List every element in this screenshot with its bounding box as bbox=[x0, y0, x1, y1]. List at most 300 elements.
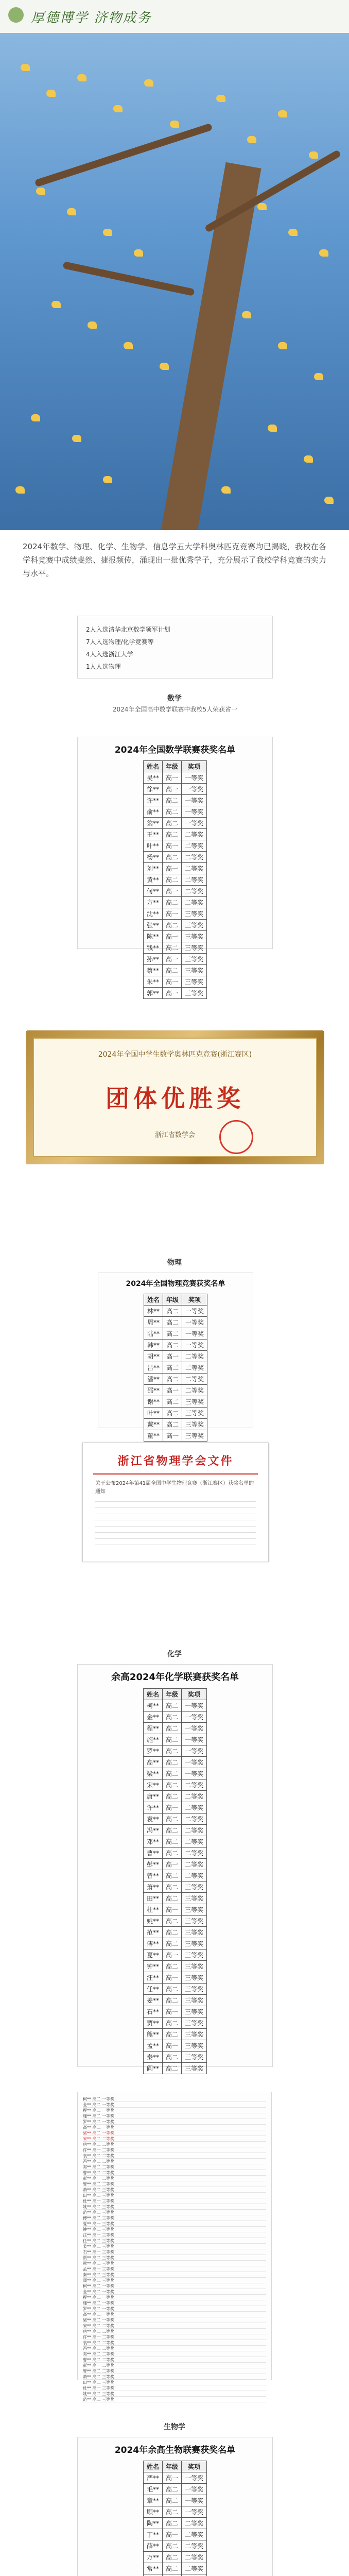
table-cell: 三等奖 bbox=[182, 1396, 207, 1408]
list-item: 曹** 高二 二等奖 bbox=[83, 2357, 266, 2363]
table-cell: 胡** bbox=[144, 1351, 163, 1362]
table-cell: 高二 bbox=[162, 2063, 181, 2074]
table-cell: 高一 bbox=[162, 931, 181, 942]
ginkgo-leaf-icon bbox=[72, 435, 81, 442]
table-cell: 二等奖 bbox=[182, 1859, 207, 1870]
table-cell: 姜** bbox=[143, 1995, 162, 2006]
ginkgo-leaf-icon bbox=[144, 79, 153, 87]
table-cell: 俞** bbox=[143, 806, 162, 818]
table-row bbox=[143, 2529, 206, 2540]
table-cell: 高二 bbox=[162, 1768, 181, 1780]
table-cell bbox=[162, 2574, 181, 2576]
table-cell: 三等奖 bbox=[182, 1938, 207, 1950]
table-cell: 三等奖 bbox=[182, 976, 207, 988]
table-cell: 三等奖 bbox=[182, 931, 207, 942]
table-cell: 高二 bbox=[162, 1916, 181, 1927]
table-cell: 孙** bbox=[143, 954, 162, 965]
table-cell: 一等奖 bbox=[182, 1317, 207, 1328]
table-row bbox=[143, 840, 206, 852]
table-cell: 二等奖 bbox=[182, 2540, 207, 2552]
table-cell: 吴** bbox=[143, 772, 162, 784]
list-item: 曾** 高二 二等奖 bbox=[83, 2368, 266, 2374]
table-cell: 高二 bbox=[163, 1362, 182, 1374]
table-row bbox=[144, 1351, 207, 1362]
table-cell: 徐** bbox=[143, 784, 162, 795]
table-cell: 高二 bbox=[162, 1791, 181, 1802]
table-cell: 二等奖 bbox=[182, 829, 207, 840]
column-header: 年级 bbox=[162, 1689, 181, 1700]
table-cell: 高二 bbox=[162, 1814, 181, 1825]
table-cell: 三等奖 bbox=[182, 1984, 207, 1995]
table-cell: 贾** bbox=[143, 2018, 162, 2029]
table-cell: 章** bbox=[143, 2495, 162, 2506]
table-cell: 高二 bbox=[162, 2506, 181, 2518]
table-cell: 高二 bbox=[162, 874, 181, 886]
table-cell: 高一 bbox=[162, 772, 181, 784]
table-cell: 高一 bbox=[162, 2529, 181, 2540]
table-cell: 高一 bbox=[162, 954, 181, 965]
table-row bbox=[144, 1328, 207, 1340]
table-cell: 二等奖 bbox=[182, 863, 207, 874]
table-cell: 三等奖 bbox=[182, 1972, 207, 1984]
table-cell: 高二 bbox=[162, 1723, 181, 1734]
table-row bbox=[143, 1927, 206, 1938]
column-header: 奖项 bbox=[182, 1689, 207, 1700]
table-cell: 高一 bbox=[162, 840, 181, 852]
list-item: 施** 高二 一等奖 bbox=[83, 2300, 266, 2306]
table-cell: 宋** bbox=[143, 1780, 162, 1791]
table-row bbox=[143, 1768, 206, 1780]
list-item: 田** 高二 三等奖 bbox=[83, 2380, 266, 2385]
column-header: 年级 bbox=[162, 761, 181, 772]
table-cell: 三等奖 bbox=[182, 954, 207, 965]
table-cell: 二等奖 bbox=[182, 1385, 207, 1396]
list-item: 梁** 高二 一等奖 bbox=[83, 2317, 266, 2323]
table-cell: 许** bbox=[143, 795, 162, 806]
table-cell: 高二 bbox=[162, 852, 181, 863]
list-item: 程** 高二 一等奖 bbox=[83, 2108, 266, 2113]
chemistry-table-body bbox=[143, 1700, 206, 2074]
table-cell: 何** bbox=[143, 886, 162, 897]
column-header: 姓名 bbox=[143, 1689, 162, 1700]
table-cell: 三等奖 bbox=[182, 1904, 207, 1916]
table-cell: 石** bbox=[143, 2006, 162, 2018]
table-cell: 高二 bbox=[162, 1938, 181, 1950]
list-item: 姚** 高二 三等奖 bbox=[83, 2391, 266, 2397]
table-row bbox=[143, 1757, 206, 1768]
ginkgo-leaf-icon bbox=[314, 373, 323, 380]
ginkgo-leaf-icon bbox=[46, 90, 56, 97]
table-cell: 二等奖 bbox=[182, 852, 207, 863]
certificate-issuer: 浙江省数学会 bbox=[154, 1131, 195, 1139]
chemistry-section-label: 化学 bbox=[167, 1650, 182, 1658]
table-cell: 二等奖 bbox=[182, 1362, 207, 1374]
table-row bbox=[144, 1430, 207, 1442]
table-cell: 三等奖 bbox=[182, 2040, 207, 2052]
ginkgo-leaf-icon bbox=[309, 151, 318, 159]
table-cell: 高一 bbox=[162, 1904, 181, 1916]
table-cell: 秦** bbox=[143, 2052, 162, 2063]
ginkgo-leaf-icon bbox=[77, 74, 86, 81]
list-item: 罗** 高二 一等奖 bbox=[83, 2306, 266, 2312]
table-cell: 二等奖 bbox=[182, 1836, 207, 1848]
table-row bbox=[143, 2006, 206, 2018]
table-row bbox=[143, 795, 206, 806]
table-cell: 一等奖 bbox=[182, 2506, 207, 2518]
table-cell: 三等奖 bbox=[182, 2006, 207, 2018]
table-cell: 高二 bbox=[162, 897, 181, 908]
list-item: 唐** 高二 二等奖 bbox=[83, 2142, 266, 2147]
table-cell: 高二 bbox=[162, 2495, 181, 2506]
table-cell: 二等奖 bbox=[182, 886, 207, 897]
ginkgo-leaf-icon bbox=[134, 249, 143, 257]
table-cell: 高二 bbox=[162, 818, 181, 829]
physics-award-table bbox=[144, 1294, 207, 1442]
chemistry-table-title: 余高2024年化学联赛获奖名单 bbox=[111, 1672, 239, 1683]
list-item: 施** 高二 一等奖 bbox=[83, 2113, 266, 2119]
table-row bbox=[143, 1711, 206, 1723]
table-row bbox=[143, 1802, 206, 1814]
table-cell: 高二 bbox=[163, 1419, 182, 1430]
table-row bbox=[143, 772, 206, 784]
table-cell: 二等奖 bbox=[182, 2529, 207, 2540]
column-header: 年级 bbox=[162, 2461, 181, 2472]
list-item: 任** 高二 三等奖 bbox=[83, 2238, 266, 2244]
table-cell: 王** bbox=[143, 829, 162, 840]
table-cell: 高二 bbox=[162, 2540, 181, 2552]
table-cell: 高二 bbox=[162, 920, 181, 931]
table-row bbox=[143, 2518, 206, 2529]
table-cell: 二等奖 bbox=[182, 1780, 207, 1791]
ginkgo-leaf-icon bbox=[103, 476, 112, 483]
header-banner bbox=[0, 0, 349, 35]
table-cell: 蔡** bbox=[143, 965, 162, 976]
column-header: 姓名 bbox=[143, 2461, 162, 2472]
table-row bbox=[144, 1385, 207, 1396]
table-cell: 薛** bbox=[143, 2540, 162, 2552]
table-row bbox=[143, 874, 206, 886]
table-cell: 二等奖 bbox=[182, 1802, 207, 1814]
ginkgo-leaf-icon bbox=[268, 425, 277, 432]
header-title: 厚德博学 济物成务 bbox=[31, 10, 152, 26]
table-row bbox=[143, 1984, 206, 1995]
table-cell: 高二 bbox=[163, 1374, 182, 1385]
table-cell: 金** bbox=[143, 1711, 162, 1723]
math-summary-line: 4人入选浙江大学 bbox=[86, 651, 133, 658]
table-row bbox=[144, 1374, 207, 1385]
table-cell: 姚** bbox=[143, 1916, 162, 1927]
table-cell: 三等奖 bbox=[182, 920, 207, 931]
table-row bbox=[143, 1745, 206, 1757]
list-item: 袁** 高二 二等奖 bbox=[83, 2340, 266, 2346]
table-cell: 高二 bbox=[162, 1825, 181, 1836]
ginkgo-leaf-icon bbox=[103, 229, 112, 236]
table-cell: 高一 bbox=[162, 1802, 181, 1814]
table-row bbox=[143, 1814, 206, 1825]
table-cell: 方** bbox=[143, 897, 162, 908]
table-cell: 二等奖 bbox=[182, 1814, 207, 1825]
table-cell: 一等奖 bbox=[182, 1700, 207, 1711]
table-cell: 高一 bbox=[162, 1972, 181, 1984]
table-row bbox=[143, 942, 206, 954]
notice-body-lines bbox=[95, 1501, 256, 1548]
list-item: 范** 高二 三等奖 bbox=[83, 2397, 266, 2402]
table-row bbox=[143, 852, 206, 863]
table-row bbox=[143, 931, 206, 942]
table-cell: 高一 bbox=[162, 976, 181, 988]
ginkgo-leaf-icon bbox=[36, 188, 45, 195]
table-cell: 二等奖 bbox=[182, 1870, 207, 1882]
list-item: 柯** 高二 一等奖 bbox=[83, 2096, 266, 2102]
table-cell: 曹** bbox=[143, 1848, 162, 1859]
ginkgo-leaf-icon bbox=[124, 342, 133, 349]
list-item: 傅** 高二 三等奖 bbox=[83, 2215, 266, 2221]
table-cell: 二等奖 bbox=[182, 1351, 207, 1362]
list-item: 许** 高一 二等奖 bbox=[83, 2334, 266, 2340]
list-item: 杜** 高一 三等奖 bbox=[83, 2198, 266, 2204]
table-cell bbox=[143, 2574, 162, 2576]
table-cell: 彭** bbox=[143, 1859, 162, 1870]
math-summary-line: 2人入选清华北京数学领军计划 bbox=[86, 626, 170, 633]
table-cell: 高一 bbox=[162, 863, 181, 874]
table-cell: 戴** bbox=[144, 1419, 163, 1430]
table-cell: 高二 bbox=[162, 1745, 181, 1757]
table-cell: 沈** bbox=[143, 908, 162, 920]
table-cell: 高一 bbox=[162, 886, 181, 897]
table-row bbox=[143, 2063, 206, 2074]
table-cell: 三等奖 bbox=[182, 1893, 207, 1904]
table-cell: 高二 bbox=[162, 1927, 181, 1938]
certificate-heading: 2024年全国中学生数学奥林匹克竞赛(浙江赛区) bbox=[98, 1050, 252, 1059]
table-cell: 陈** bbox=[143, 931, 162, 942]
list-item: 金** 高二 一等奖 bbox=[83, 2102, 266, 2108]
table-row bbox=[143, 2052, 206, 2063]
hero-photo bbox=[0, 33, 349, 530]
list-item: 宋** 高二 二等奖 bbox=[83, 2136, 266, 2142]
table-row bbox=[144, 1306, 207, 1317]
ginkgo-leaf-icon bbox=[15, 486, 25, 494]
notice-text: 关于公布2024年第41届全国中学生物理竞赛（浙江赛区）获奖名单的通知 bbox=[95, 1481, 254, 1495]
list-item: 曾** 高二 二等奖 bbox=[83, 2181, 266, 2187]
table-cell: 高一 bbox=[162, 988, 181, 999]
table-cell: 高二 bbox=[163, 1340, 182, 1351]
table-cell: 潘** bbox=[144, 1374, 163, 1385]
table-cell: 常** bbox=[143, 2563, 162, 2574]
table-cell: 邓** bbox=[143, 1836, 162, 1848]
table-cell: 高二 bbox=[162, 2563, 181, 2574]
ginkgo-leaf-icon bbox=[31, 414, 40, 421]
table-cell: 高二 bbox=[162, 1836, 181, 1848]
math-section-label: 数学 bbox=[167, 694, 182, 703]
table-row bbox=[143, 1723, 206, 1734]
table-cell: 郭** bbox=[143, 988, 162, 999]
column-header: 奖项 bbox=[182, 1294, 207, 1306]
table-row bbox=[143, 2506, 206, 2518]
list-item: 萧** 高二 三等奖 bbox=[83, 2374, 266, 2380]
physics-table-body bbox=[144, 1306, 207, 1442]
table-cell: 三等奖 bbox=[182, 2063, 207, 2074]
table-cell: 严** bbox=[143, 2472, 162, 2484]
table-row bbox=[143, 1825, 206, 1836]
table-cell: 夏** bbox=[143, 1950, 162, 1961]
list-item: 田** 高二 三等奖 bbox=[83, 2193, 266, 2198]
table-cell: 孟** bbox=[143, 2040, 162, 2052]
table-row bbox=[143, 2484, 206, 2495]
ginkgo-leaf-icon bbox=[304, 455, 313, 463]
table-cell: 高二 bbox=[162, 1984, 181, 1995]
physics-table-title: 2024年全国物理竞赛获奖名单 bbox=[126, 1280, 225, 1288]
table-row bbox=[143, 2018, 206, 2029]
table-cell: 三等奖 bbox=[182, 988, 207, 999]
table-cell: 高二 bbox=[162, 1893, 181, 1904]
list-item: 夏** 高一 三等奖 bbox=[83, 2221, 266, 2227]
table-cell: 高一 bbox=[163, 1351, 182, 1362]
table-cell: 三等奖 bbox=[182, 1961, 207, 1972]
table-row bbox=[144, 1362, 207, 1374]
table-row bbox=[143, 2495, 206, 2506]
ginkgo-leaf-icon bbox=[160, 363, 169, 370]
table-cell: 一等奖 bbox=[182, 2484, 207, 2495]
ginkgo-leaf-icon bbox=[88, 321, 97, 329]
table-cell: 许** bbox=[143, 1802, 162, 1814]
physics-notice-document bbox=[82, 1443, 269, 1562]
table-cell: 三等奖 bbox=[182, 1408, 207, 1419]
dense-list bbox=[83, 2096, 266, 2402]
table-cell: 一等奖 bbox=[182, 1757, 207, 1768]
list-item: 袁** 高二 二等奖 bbox=[83, 2153, 266, 2159]
chemistry-award-table bbox=[143, 1688, 207, 2074]
table-row bbox=[143, 954, 206, 965]
red-seal-icon bbox=[219, 1120, 253, 1154]
table-cell: 三等奖 bbox=[182, 1916, 207, 1927]
table-cell: 二等奖 bbox=[182, 2518, 207, 2529]
list-item: 冯** 高二 二等奖 bbox=[83, 2346, 266, 2351]
list-item: 唐** 高二 二等奖 bbox=[83, 2329, 266, 2334]
table-cell: 高二 bbox=[162, 2518, 181, 2529]
list-item: 熊** 高二 三等奖 bbox=[83, 2261, 266, 2266]
table-row bbox=[143, 2540, 206, 2552]
table-cell: 一等奖 bbox=[182, 806, 207, 818]
table-cell: 高二 bbox=[162, 1870, 181, 1882]
tree-branch bbox=[62, 261, 195, 296]
table-cell: 三等奖 bbox=[182, 2029, 207, 2040]
ginkgo-leaf-icon bbox=[257, 203, 267, 210]
table-cell: 袁** bbox=[143, 1814, 162, 1825]
table-cell: 二等奖 bbox=[182, 2552, 207, 2563]
certificate-frame bbox=[33, 1038, 317, 1157]
table-cell: 董** bbox=[144, 1430, 163, 1442]
table-row bbox=[143, 784, 206, 795]
table-cell: 一等奖 bbox=[182, 1768, 207, 1780]
biology-award-table-panel bbox=[77, 2437, 273, 2576]
list-item: 钟** 高二 三等奖 bbox=[83, 2227, 266, 2232]
table-row bbox=[143, 1700, 206, 1711]
table-cell: 一等奖 bbox=[182, 1723, 207, 1734]
table-row bbox=[143, 818, 206, 829]
table-cell: 熊** bbox=[143, 2029, 162, 2040]
list-item: 彭** 高一 二等奖 bbox=[83, 2176, 266, 2181]
table-cell: 高二 bbox=[163, 1317, 182, 1328]
ginkgo-leaf-icon bbox=[242, 311, 251, 318]
table-cell: 高一 bbox=[163, 1430, 182, 1442]
table-cell: 高一 bbox=[162, 1859, 181, 1870]
math-award-table bbox=[143, 760, 207, 999]
table-cell: 高一 bbox=[163, 1385, 182, 1396]
list-item: 梁** 高二 一等奖 bbox=[83, 2130, 266, 2136]
table-row bbox=[143, 1893, 206, 1904]
table-cell: 高一 bbox=[162, 1950, 181, 1961]
ginkgo-leaf-icon bbox=[278, 110, 287, 117]
list-item: 贾** 高二 三等奖 bbox=[83, 2255, 266, 2261]
table-cell: 三等奖 bbox=[182, 942, 207, 954]
table-cell: 陶** bbox=[143, 2518, 162, 2529]
table-cell: 高二 bbox=[162, 2029, 181, 2040]
table-cell: 高一 bbox=[162, 2040, 181, 2052]
table-cell: 杨** bbox=[143, 852, 162, 863]
table-cell: 陆** bbox=[144, 1328, 163, 1340]
list-item: 邓** 高二 二等奖 bbox=[83, 2351, 266, 2357]
table-cell: 杜** bbox=[143, 1904, 162, 1916]
math-table-title: 2024年全国数学联赛获奖名单 bbox=[114, 745, 236, 755]
table-row bbox=[143, 829, 206, 840]
table-cell: 一等奖 bbox=[182, 1328, 207, 1340]
table-cell: 刘** bbox=[143, 863, 162, 874]
table-cell: 万** bbox=[143, 2552, 162, 2563]
table-cell: 高二 bbox=[163, 1328, 182, 1340]
table-cell: 朱** bbox=[143, 976, 162, 988]
list-item: 许** 高一 二等奖 bbox=[83, 2147, 266, 2153]
ginkgo-leaf-icon bbox=[67, 208, 76, 215]
table-cell: 高二 bbox=[162, 1780, 181, 1791]
table-row bbox=[143, 1836, 206, 1848]
table-row bbox=[143, 2563, 206, 2574]
ginkgo-leaf-icon bbox=[324, 497, 334, 504]
column-header: 奖项 bbox=[182, 761, 207, 772]
table-cell: 三等奖 bbox=[182, 908, 207, 920]
table-cell: 曾** bbox=[143, 1870, 162, 1882]
list-item: 曹** 高二 二等奖 bbox=[83, 2170, 266, 2176]
table-cell: 谢** bbox=[144, 1396, 163, 1408]
table-cell: 高一 bbox=[162, 908, 181, 920]
ginkgo-leaf-icon bbox=[247, 136, 256, 143]
table-cell: 周** bbox=[144, 1317, 163, 1328]
table-cell: 高二 bbox=[162, 1995, 181, 2006]
list-item: 杜** 高一 三等奖 bbox=[83, 2385, 266, 2391]
table-cell: 黄** bbox=[143, 874, 162, 886]
list-item: 石** 高一 三等奖 bbox=[83, 2249, 266, 2255]
certificate-award: 团体优胜奖 bbox=[106, 1084, 245, 1112]
math-note: 2024年全国高中数学联赛中我校5人荣获省一 bbox=[112, 706, 238, 713]
ginkgo-leaf-icon bbox=[51, 301, 61, 308]
table-cell: 汪** bbox=[143, 1972, 162, 1984]
table-cell: 三等奖 bbox=[182, 1927, 207, 1938]
table-cell: 傅** bbox=[143, 1938, 162, 1950]
table-cell: 程** bbox=[143, 1723, 162, 1734]
ginkgo-leaf-icon bbox=[288, 229, 298, 236]
leaf-badge-icon bbox=[8, 7, 24, 23]
table-cell: 阎** bbox=[143, 2063, 162, 2074]
table-row bbox=[144, 1408, 207, 1419]
ginkgo-leaf-icon bbox=[170, 121, 179, 128]
table-cell: 高二 bbox=[162, 1711, 181, 1723]
table-cell: 高二 bbox=[163, 1396, 182, 1408]
table-cell: 三等奖 bbox=[182, 2018, 207, 2029]
list-item: 范** 高二 三等奖 bbox=[83, 2210, 266, 2215]
table-cell: 二等奖 bbox=[182, 1825, 207, 1836]
table-cell: 三等奖 bbox=[182, 965, 207, 976]
tree-trunk bbox=[145, 162, 261, 530]
biology-section-label: 生物学 bbox=[164, 2423, 185, 2431]
